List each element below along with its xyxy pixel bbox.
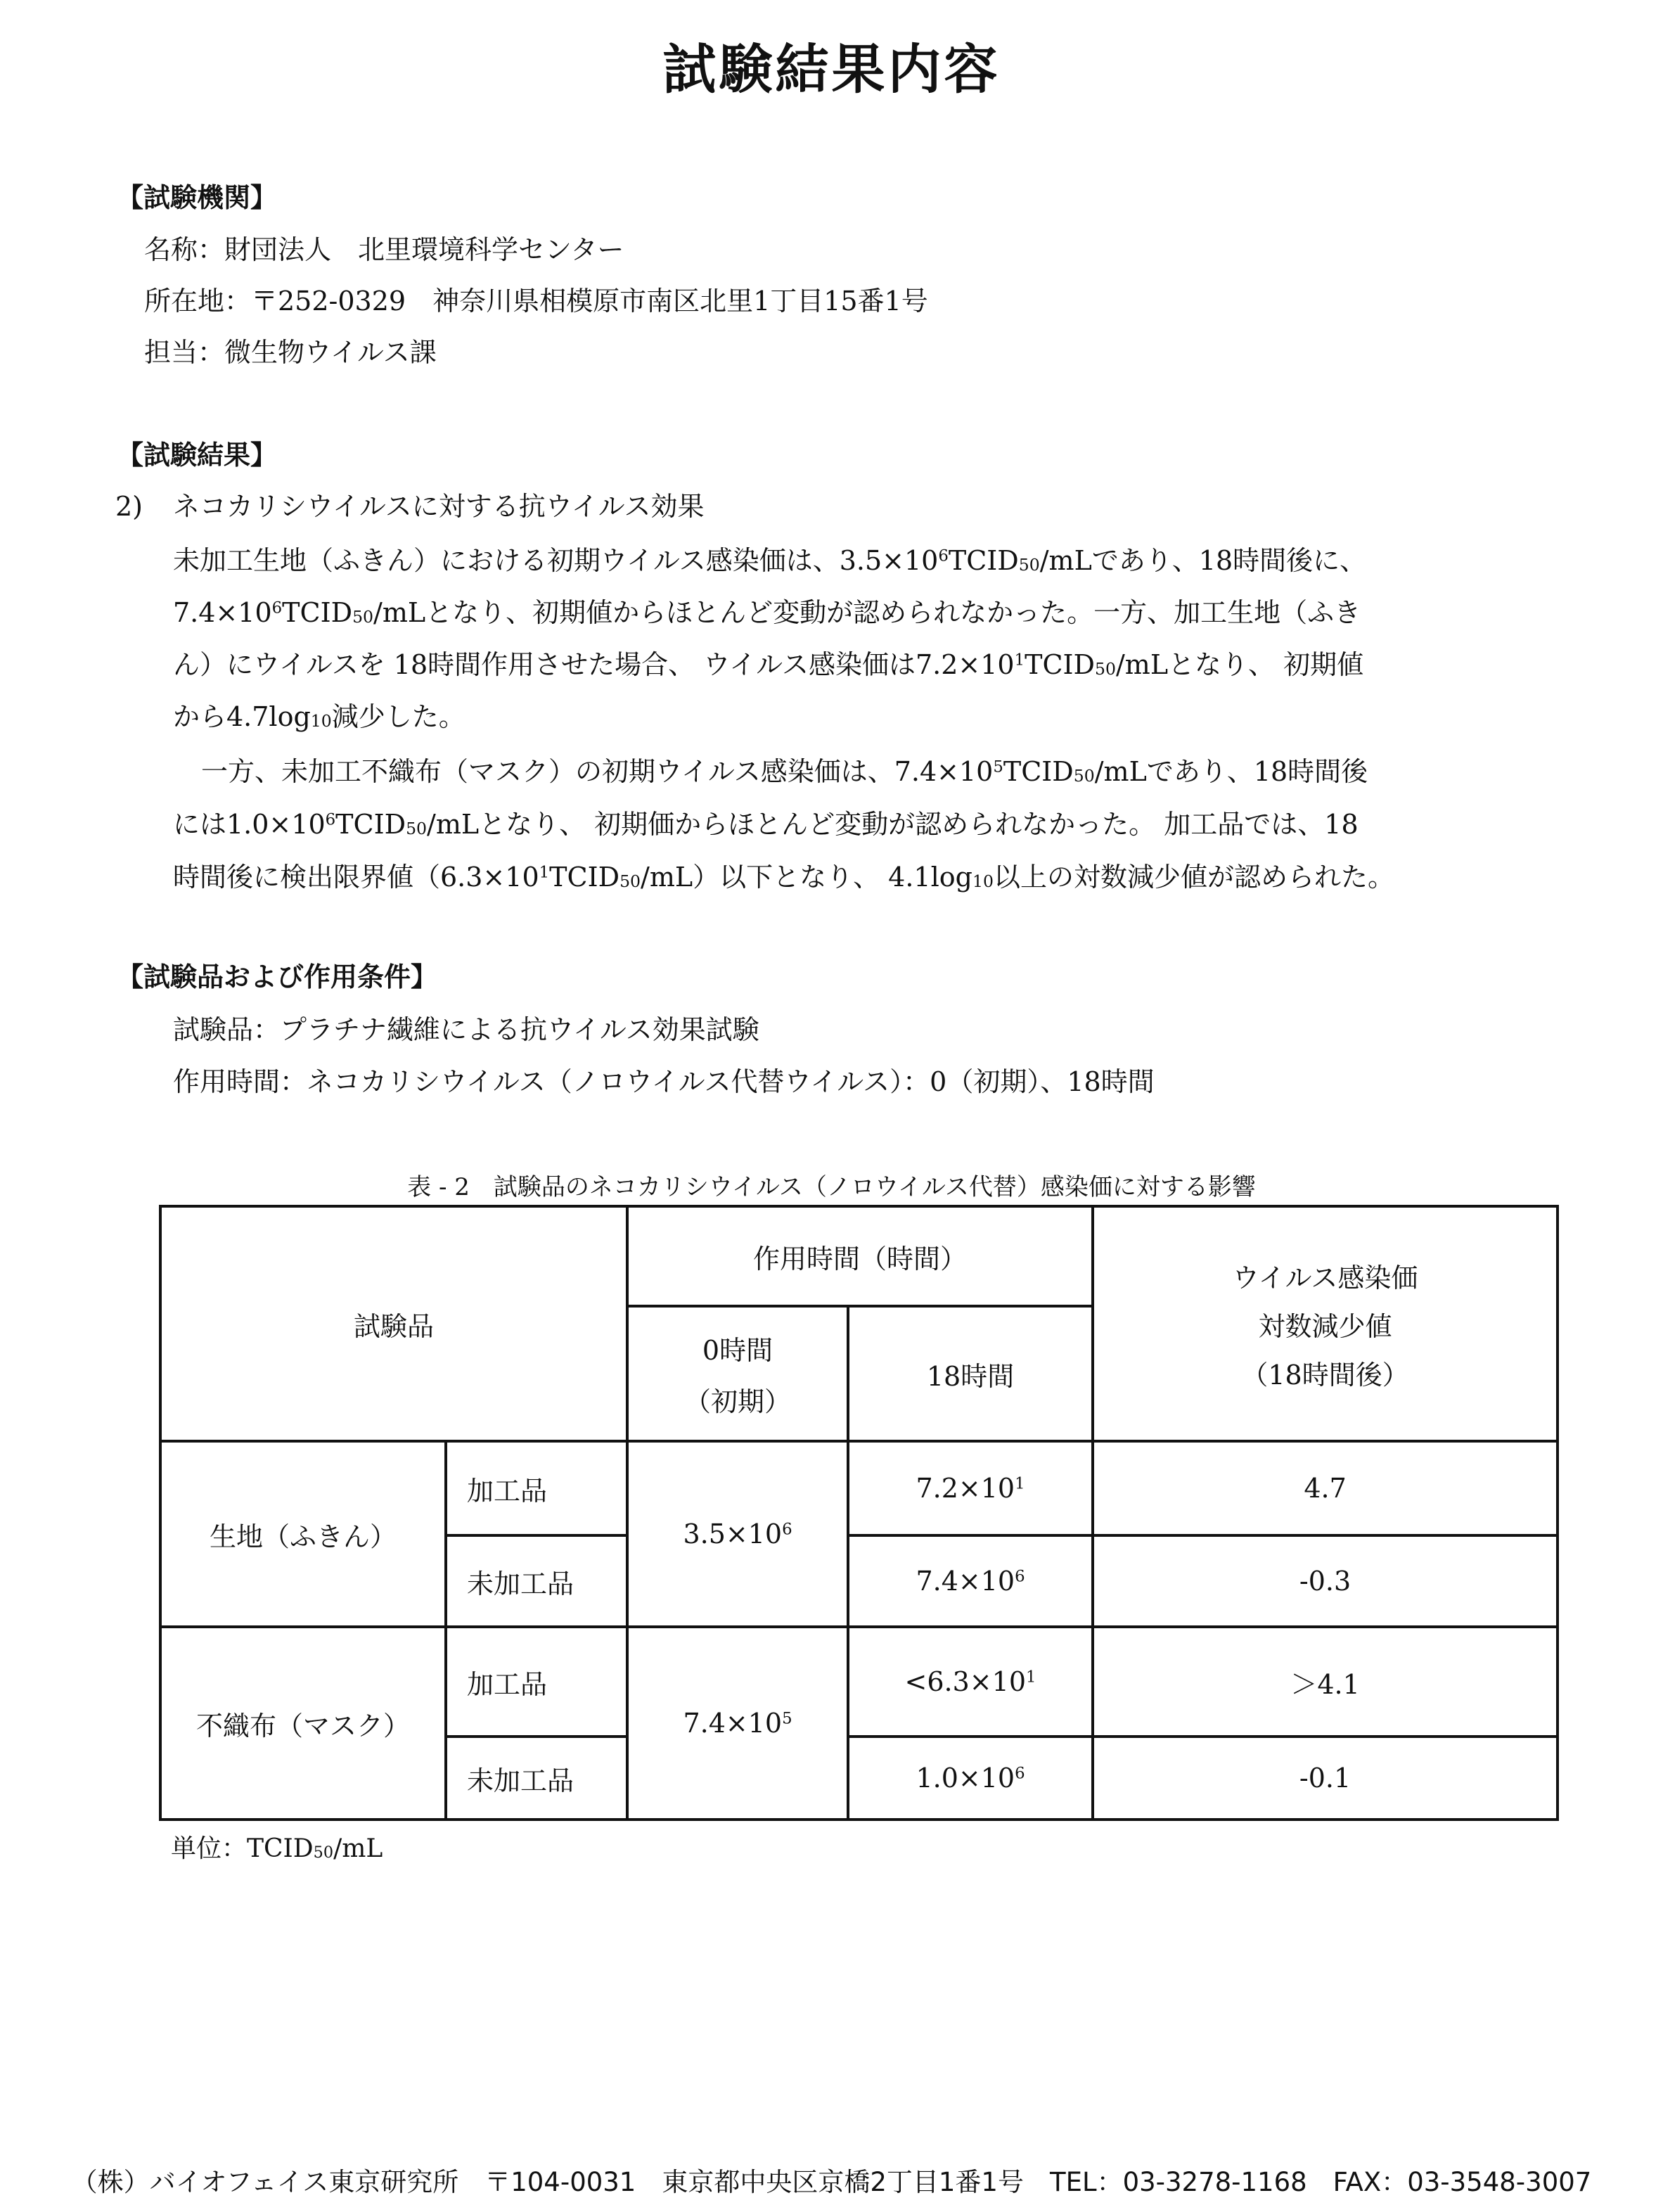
results-paragraph-1-line-3: ん）にウイルスを 18時間作用させた場合、 ウイルス感染価は$7.2\times 10^1TCID_{50}/mL$となり、 初期値	[173, 649, 1364, 680]
table-caption: 表 - 2 試験品のネコカリシウイルス（ノロウイルス代替）感染価に対する影響	[407, 1173, 1256, 1201]
t18-value: $7.4\times 10^6$	[848, 1535, 1093, 1627]
results-paragraph-2-line-2: には$1.0\times 10^6TCID_{50}/mL$となり、 初期価からほとんど変動が認められなかった。 加工品では、18	[173, 809, 1359, 840]
results-item-title: ネコカリシウイルスに対する抗ウイルス効果	[173, 491, 705, 522]
t18-value: $1.0\times 10^6$	[848, 1737, 1093, 1820]
table-header-row	[160, 1206, 1558, 1306]
results-paragraph-1-line-2: $7.4\times 10^6TCID_{50}/mL$となり、初期値からほとんど変動が認められなかった。一方、加工生地（ふき	[173, 597, 1361, 628]
t18-value: $7.2\times 10^1$	[848, 1441, 1093, 1535]
header-sample: 試験品	[160, 1206, 627, 1441]
header-time-group: 作用時間（時間）	[627, 1206, 1093, 1306]
table-row	[160, 1441, 1558, 1535]
results-paragraph-1-line-1: 未加工生地（ふきん）における初期ウイルス感染価は、$3.5\times 10^6TCID_{50}/mL$であり、18時間後に、	[173, 545, 1367, 576]
initial-value: $3.5\times 10^6$	[627, 1441, 848, 1627]
company-footer: （株）バイオフェイス東京研究所 〒104-0031 東京都中央区京橋2丁目1番1号 TEL：03-3278-1168 FAX：03-3548-3007	[71, 2167, 1592, 2197]
header-time-18: 18時間	[848, 1306, 1093, 1441]
table-unit: 単位：$TCID_{50}/mL$	[171, 1834, 383, 1863]
log-reduction: -0.3	[1093, 1535, 1558, 1627]
sample-type: 加工品	[446, 1441, 627, 1535]
log-reduction: -0.1	[1093, 1737, 1558, 1820]
table-row	[160, 1627, 1558, 1737]
header-reduction: ウイルス感染価 対数減少値 （18時間後）	[1093, 1206, 1558, 1441]
results-heading: 【試験結果】	[117, 439, 278, 471]
sample-type: 加工品	[446, 1627, 627, 1737]
log-reduction: ＞4.1	[1093, 1627, 1558, 1737]
sample-type: 未加工品	[446, 1737, 627, 1820]
conditions-heading: 【試験品および作用条件】	[117, 961, 438, 992]
institution-department: 担当：微生物ウイルス課	[144, 337, 437, 368]
results-paragraph-1-line-4: から$4.7\log_{10}$減少した。	[173, 701, 465, 732]
header-time-0: 0時間 （初期）	[627, 1306, 848, 1441]
conditions-time: 作用時間：ネコカリシウイルス（ノロウイルス代替ウイルス）：0（初期）、18時間	[173, 1066, 1155, 1097]
results-paragraph-2-line-1: 一方、未加工不織布（マスク）の初期ウイルス感染価は、$7.4\times 10^5TCID_{50}/mL$であり、18時間後	[201, 756, 1368, 787]
t18-value: $<6.3\times 10^1$	[848, 1627, 1093, 1737]
page-title: 試験結果内容	[662, 38, 1001, 101]
sample-type: 未加工品	[446, 1535, 627, 1627]
log-reduction: 4.7	[1093, 1441, 1558, 1535]
results-paragraph-2-line-3: 時間後に検出限界値$(6.3\times 10^1TCID_{50}/mL)$以下となり、 $4.1\log_{10}$以上の対数減少値が認められた。	[173, 862, 1394, 893]
results-item-number: 2)	[115, 491, 143, 522]
group-name: 不織布（マスク）	[160, 1627, 446, 1820]
initial-value: $7.4\times 10^5$	[627, 1627, 848, 1820]
results-table	[159, 1205, 1559, 1821]
institution-heading: 【試験機関】	[117, 181, 278, 213]
institution-address: 所在地：〒252-0329 神奈川県相模原市南区北里1丁目15番1号	[144, 286, 928, 317]
group-name: 生地（ふきん）	[160, 1441, 446, 1627]
institution-name: 名称：財団法人 北里環境科学センター	[144, 234, 624, 265]
conditions-sample: 試験品：プラチナ繊維による抗ウイルス効果試験	[173, 1014, 759, 1045]
